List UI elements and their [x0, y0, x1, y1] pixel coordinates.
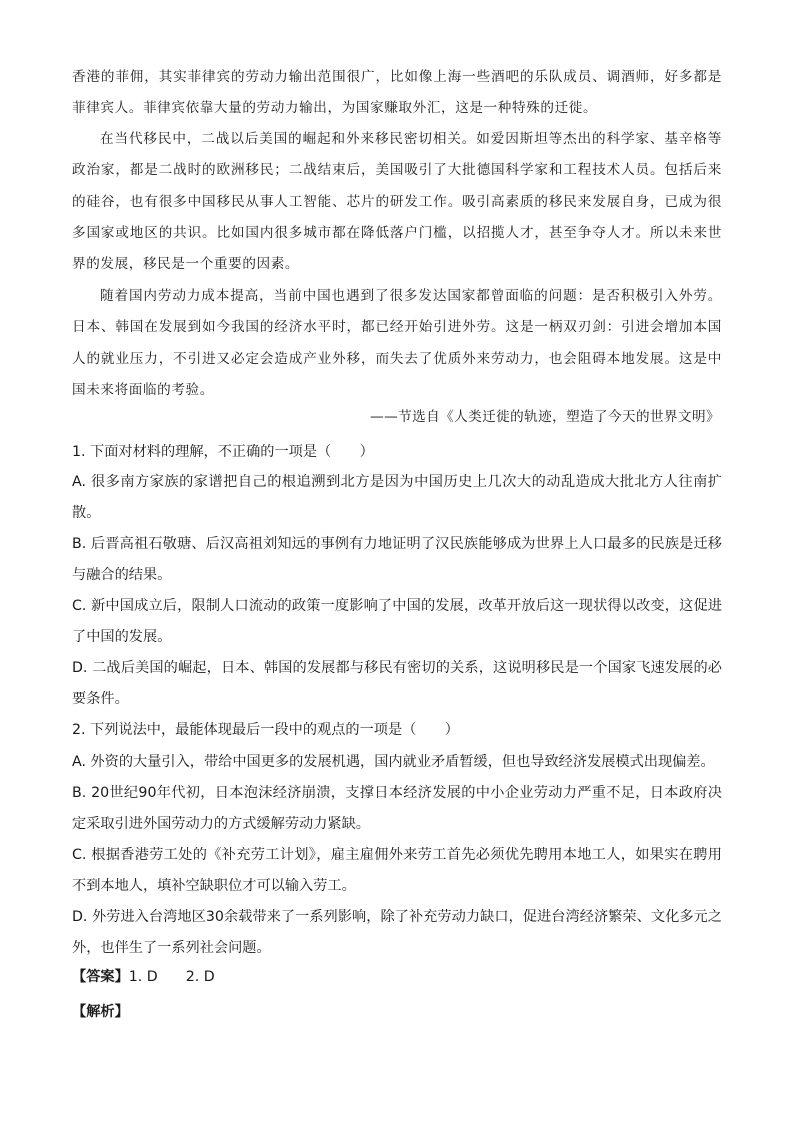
answer-label: 【答案】 [72, 969, 129, 985]
question-1-option-b: B. 后晋高祖石敬瑭、后汉高祖刘知远的事例有力地证明了汉民族能够成为世界上人口最多的民族是迁移与融合的结果。 [72, 536, 722, 583]
question-1-option-a: A. 很多南方家族的家谱把自己的根追溯到北方是因为中国历史上几次大的动乱造成大批北方人往南扩散。 [72, 474, 722, 521]
passage-paragraph-3: 随着国内劳动力成本提高，当前中国也遇到了很多发达国家都曾面临的问题：是否积极引入外劳。日本、韩国在发展到如今我国的经济水平时，都已经开始引进外劳。这是一柄双刃剑：引进会增加本国人的就业压力，不引进又必定会造成产业外移，而失去了优质外来劳动力，也会阻碍本地发展。这是中国未来将面临的考验。 [72, 288, 722, 398]
answer-1: 1. D [128, 969, 158, 985]
passage-paragraph-1: 香港的菲佣，其实菲律宾的劳动力输出范围很广，比如像上海一些酒吧的乐队成员、调酒师，好多都是菲律宾人。菲律宾依靠大量的劳动力输出，为国家赚取外汇，这是一种特殊的迁徙。 [72, 69, 722, 117]
answer-2: 2. D [185, 969, 215, 985]
question-1-stem: 1. 下面对材料的理解，不正确的一项是（ ） [72, 444, 374, 460]
question-2-option-b: B. 20世纪90年代初，日本泡沫经济崩溃，支撑日本经济发展的中小企业劳动力严重不足，日本政府决定采取引进外国劳动力的方式缓解劳动力紧缺。 [72, 785, 722, 832]
question-2-option-c: C. 根据香港劳工处的《补充劳工计划》，雇主雇佣外来劳工首先必须优先聘用本地工人，如果实在聘用不到本地人，填补空缺职位才可以输入劳工。 [72, 847, 722, 894]
passage-paragraph-2: 在当代移民中，二战以后美国的崛起和外来移民密切相关。如爱因斯坦等杰出的科学家、基辛格等政治家，都是二战时的欧洲移民；二战结束后，美国吸引了大批德国科学家和工程技术人员。包括后来的硅谷，也有很多中国移民从事人工智能、芯片的研发工作。吸引高素质的移民来发展自身，已成为很多国家或地区的共识。比如国内很多城市都在降低落户门槛，以招揽人才，甚至争夺人才。所以未来世界的发展，移民是一个重要的因素。 [72, 131, 722, 273]
question-1-option-d: D. 二战后美国的崛起，日本、韩国的发展都与移民有密切的关系，这说明移民是一个国家飞速发展的必要条件。 [72, 660, 722, 707]
answer-line [72, 966, 215, 986]
passage-source: ——节选自《人类迁徙的轨迹，塑造了今天的世界文明》 [370, 409, 720, 425]
question-2-option-a: A. 外资的大量引入，带给中国更多的发展机遇，国内就业矛盾暂缓，但也导致经济发展模式出现偏差。 [72, 754, 715, 770]
question-2-stem: 2. 下列说法中，最能体现最后一段中的观点的一项是（ ） [72, 722, 459, 738]
analysis-label: 【解析】 [72, 1004, 129, 1020]
question-2-option-d: D. 外劳进入台湾地区30余载带来了一系列影响，除了补充劳动力缺口，促进台湾经济繁荣、文化多元之外，也伴生了一系列社会问题。 [72, 909, 722, 956]
question-1-option-c: C. 新中国成立后，限制人口流动的政策一度影响了中国的发展，改革开放后这一现状得以改变，这促进了中国的发展。 [72, 598, 722, 645]
